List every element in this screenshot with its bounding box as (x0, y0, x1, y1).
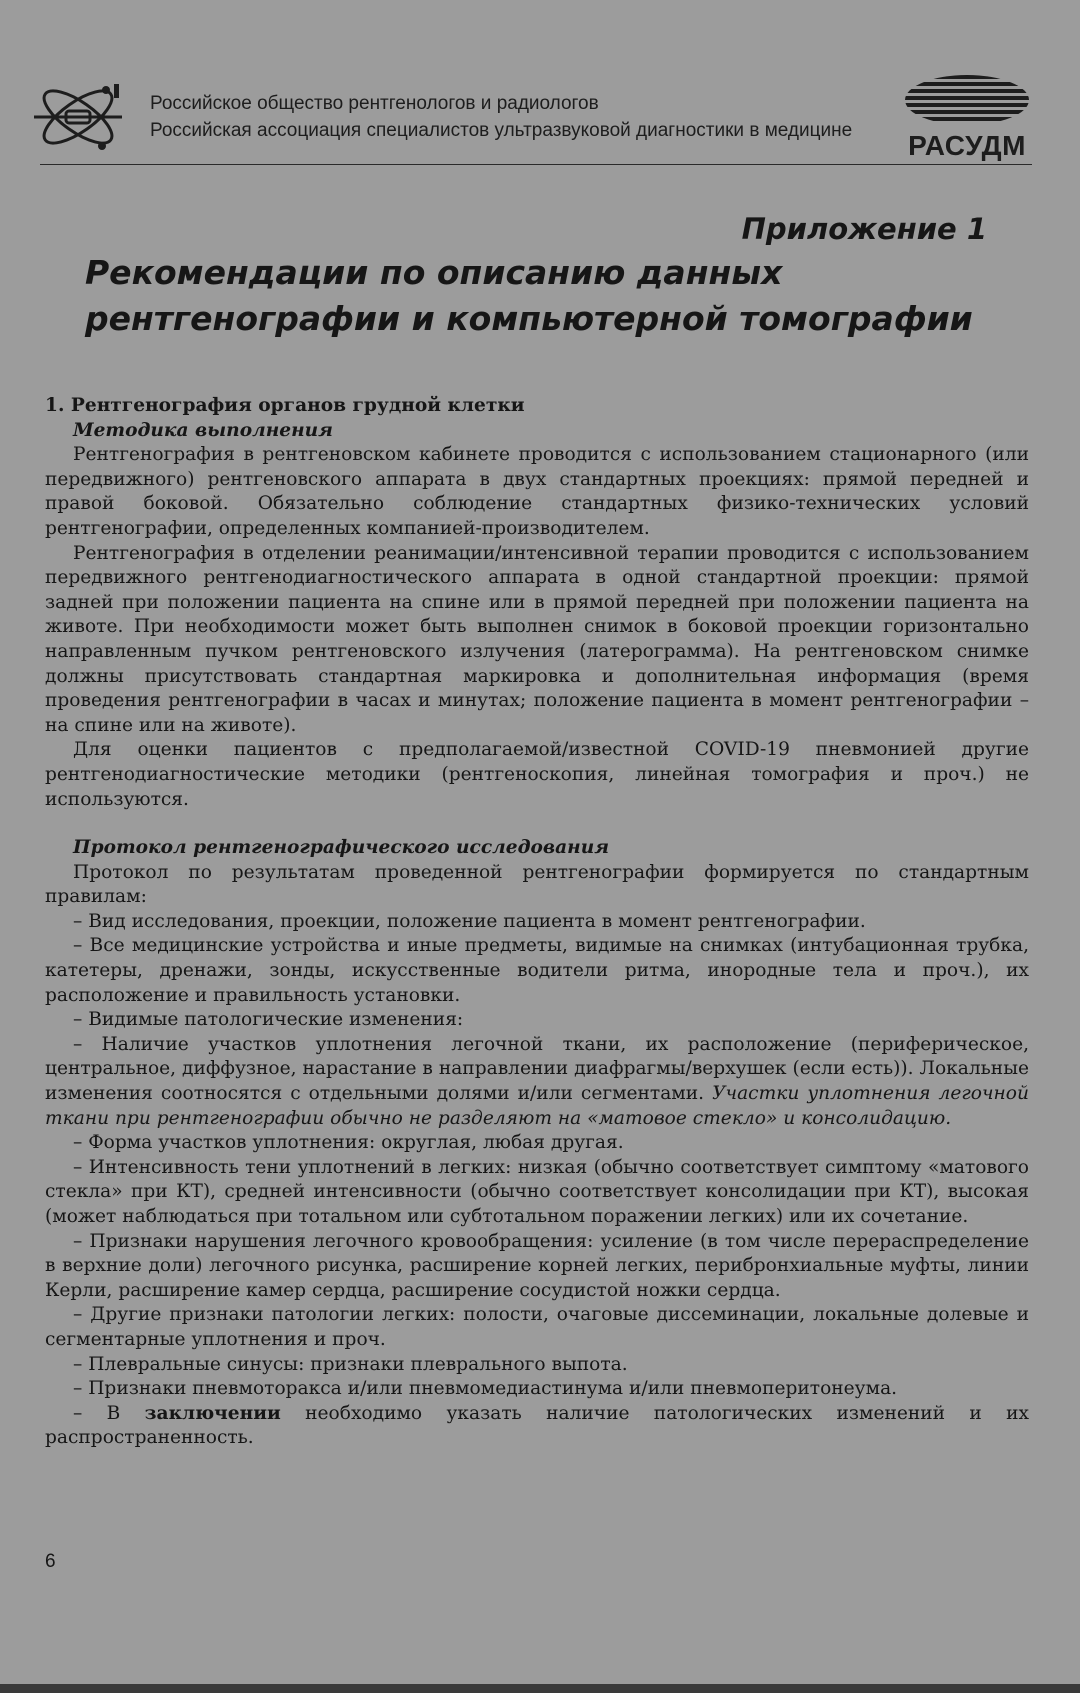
document-body (45, 394, 1029, 1451)
protocol-item (45, 1033, 1029, 1131)
page-header (30, 70, 1032, 166)
rasudm-logo-text: РАСУДМ (908, 130, 1026, 161)
method-paragraph-1: Рентгенография в рентгеновском кабинете проводится с использованием стационарного (или передвижного) рентгеновского аппарата в двух стандартных проекциях: прямой передней и правой боковой. Обязательно соблюдение стандартных физико-технических условий рентгенографии, определенных компанией-производителем. (45, 444, 1029, 539)
organization-names (150, 90, 852, 144)
protocol-heading: Протокол рентгенографического исследования (73, 837, 610, 859)
protocol-item: – Все медицинские устройства и иные предметы, видимые на снимках (интубационная трубка, катетеры, дренажи, зонды, искусственные водители ритма, инородные тела и проч.), их расположение и правильность установки. (45, 935, 1029, 1006)
atom-logo-icon (30, 76, 130, 158)
protocol-item-italic-note: Участки уплотнения легочной ткани при рентгенографии обычно не разделяют на «матовое стекло» и консолидацию. (45, 1083, 1029, 1129)
rasudm-logo (902, 70, 1032, 162)
org-line-2: Российская ассоциация специалистов ультразвуковой диагностики в медицине (150, 120, 853, 141)
page-title-line-2: рентгенографии и компьютерной томографии (85, 299, 973, 338)
protocol-item (45, 1402, 1029, 1451)
protocol-item: – Интенсивность тени уплотнений в легких: низкая (обычно соответствует симптому «матового стекла» при КТ), средней интенсивности (обычно соответствует консолидации при КТ), высокая (может наблюдаться при тотальном или субтотальном поражении легких) или их сочетание. (45, 1156, 1029, 1227)
org-line-1: Российское общество рентгенологов и радиологов (150, 93, 599, 114)
protocol-item: – Вид исследования, проекции, положение пациента в момент рентгенографии. (73, 910, 866, 932)
method-paragraph-2: Рентгенография в отделении реанимации/интенсивной терапии проводится с использованием передвижного рентгенодиагностического аппарата в одной стандартной проекции: прямой задней при положении пациента на спине или в прямой передней при положении пациента на животе. При необходимости может быть выполнен снимок в боковой проекции горизонтально направленным пучком рентгеновского излучения (латерограмма). На рентгеновском снимке должны присутствовать стандартная маркировка и дополнительная информация (время проведения рентгенографии в часах и минутах; положение пациента в момент рентгенографии – на спине или на животе). (45, 542, 1029, 736)
protocol-intro: Протокол по результатам проведенной рентгенографии формируется по стандартным правилам: (45, 861, 1029, 908)
page-title (85, 250, 973, 342)
bottom-edge-bar (0, 1684, 1080, 1693)
conclusion-prefix: – В (73, 1402, 145, 1424)
protocol-item: – Признаки пневмоторакса и/или пневмомедиастинума и/или пневмоперитонеума. (73, 1378, 898, 1400)
protocol-item: – Видимые патологические изменения: (73, 1009, 464, 1031)
section-spacer (45, 812, 1029, 836)
header-divider (40, 164, 1032, 165)
page-number: 6 (45, 1551, 56, 1572)
protocol-item: – Форма участков уплотнения: округлая, любая другая. (73, 1132, 624, 1154)
method-paragraph-3: Для оценки пациентов с предполагаемой/известной COVID-19 пневмонией другие рентгенодиагностические методики (рентгеноскопия, линейная томография и проч.) не используются. (45, 739, 1029, 810)
method-heading: Методика выполнения (73, 419, 333, 441)
protocol-item: – Признаки нарушения легочного кровообращения: усиление (в том числе перераспределение в верхние доли) легочного рисунка, расширение корней легких, перибронхиальные муфты, линии Керли, расширение камер сердца, расширение сосудистой ножки сердца. (45, 1230, 1029, 1301)
protocol-item: – Плевральные синусы: признаки плеврального выпота. (73, 1353, 628, 1375)
section-heading: 1. Рентгенография органов грудной клетки (45, 395, 525, 416)
appendix-label: Приложение 1 (741, 212, 987, 246)
conclusion-bold-word: заключении (144, 1402, 281, 1424)
conclusion-rest: необходимо указать наличие патологических изменений и их распространенность. (45, 1402, 1029, 1449)
protocol-item: – Другие признаки патологии легких: полости, очаговые диссеминации, локальные долевые и сегментарные уплотнения и проч. (45, 1304, 1029, 1350)
page-title-line-1: Рекомендации по описанию данных (85, 253, 783, 292)
striped-ellipse-logo-icon (902, 70, 1032, 130)
protocol-item-text: – Наличие участков уплотнения легочной ткани, их расположение (периферическое, центральное, диффузное, нарастание в направлении диафрагмы/верхушек (если есть)). Локальные изменения соотносятся с отдельными долями и/или сегментами. (45, 1033, 1029, 1105)
